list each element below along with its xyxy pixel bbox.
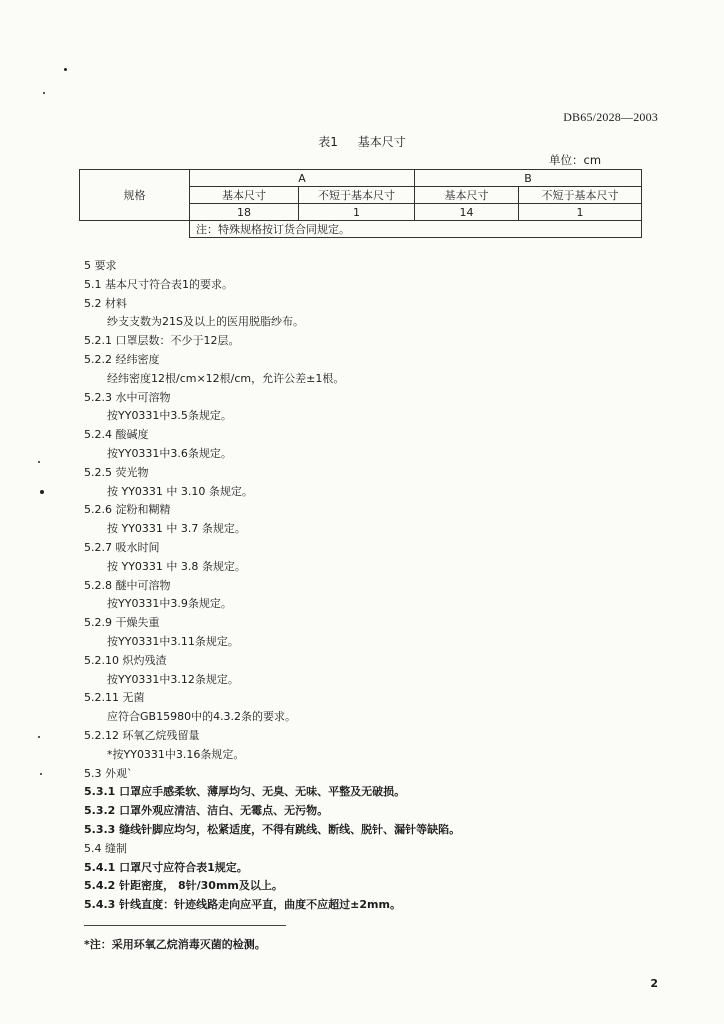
requirement-line: 按YY0331中3.5条规定。 xyxy=(107,409,232,423)
table-row-header: 规格 xyxy=(80,170,190,221)
table-cell: 1 xyxy=(299,204,415,221)
table-col-header: 基本尺寸 xyxy=(415,187,519,204)
requirement-line: 5.3 外观` xyxy=(84,766,133,780)
requirement-line: 5.2.8 醚中可溶物 xyxy=(84,578,171,592)
footnote: *注：采用环氧乙烷消毒灭菌的检测。 xyxy=(84,938,266,951)
table-col-header: 不短于基本尺寸 xyxy=(519,187,642,204)
requirement-line: 5.2.10 炽灼残渣 xyxy=(84,653,167,667)
requirement-line: 5.2.7 吸水时间 xyxy=(84,540,160,554)
requirement-line: 按 YY0331 中 3.8 条规定。 xyxy=(107,559,246,573)
requirement-line: 5.4.1 口罩尺寸应符合表1规定。 xyxy=(84,860,248,874)
requirements-section xyxy=(84,257,664,915)
requirement-line: 5.2.1 口罩层数：不少于12层。 xyxy=(84,334,240,348)
requirement-line: 5.2.12 环氧乙烷残留量 xyxy=(84,728,200,742)
requirement-line: 5.4.2 针距密度， 8针/30mm及以上。 xyxy=(84,879,283,893)
table-col-header: 基本尺寸 xyxy=(190,187,299,204)
scan-speck xyxy=(38,736,40,738)
table-title: 表1 基本尺寸 xyxy=(318,135,406,149)
requirement-line: 按YY0331中3.6条规定。 xyxy=(107,446,232,460)
requirement-line: *按YY0331中3.16条规定。 xyxy=(107,747,245,761)
requirement-line: 5 要求 xyxy=(84,259,117,272)
requirement-line: 5.3.3 缝线针脚应均匀，松紧适度，不得有跳线、断线、脱针、漏针等缺陷。 xyxy=(84,822,461,836)
table-cell: 18 xyxy=(190,204,299,221)
requirement-line: 应符合GB15980中的4.3.2条的要求。 xyxy=(107,710,297,724)
scan-speck xyxy=(43,92,45,94)
requirement-line: 按YY0331中3.12条规定。 xyxy=(107,672,239,686)
requirement-line: 5.2.2 经纬密度 xyxy=(84,352,160,366)
table-col-header: 不短于基本尺寸 xyxy=(299,187,415,204)
requirement-line: 5.2.6 淀粉和糊精 xyxy=(84,503,171,517)
requirement-line: 5.4 缝制 xyxy=(84,841,127,855)
requirement-line: 5.3.1 口罩应手感柔软、薄厚均匀、无臭、无味、平整及无破损。 xyxy=(84,785,406,799)
basic-size-table xyxy=(79,169,642,238)
requirement-line: 按YY0331中3.9条规定。 xyxy=(107,597,232,611)
requirement-line: 5.2.3 水中可溶物 xyxy=(84,390,171,404)
requirement-line: 纱支支数为21S及以上的医用脱脂纱布。 xyxy=(107,315,304,329)
table-group-a: A xyxy=(190,170,415,187)
scan-speck xyxy=(38,461,40,463)
requirement-line: 5.1 基本尺寸符合表1的要求。 xyxy=(84,277,233,291)
table-group-b: B xyxy=(415,170,642,187)
table-cell: 1 xyxy=(519,204,642,221)
footnote-divider xyxy=(84,925,286,926)
scan-speck xyxy=(40,490,44,494)
table-cell: 14 xyxy=(415,204,519,221)
requirement-line: 5.2 材料 xyxy=(84,296,127,310)
requirement-line: 按YY0331中3.11条规定。 xyxy=(107,634,239,648)
table-note: 注：特殊规格按订货合同规定。 xyxy=(190,221,642,238)
scan-speck xyxy=(40,773,42,775)
table-unit: 单位：cm xyxy=(549,153,602,167)
scan-speck xyxy=(64,68,67,71)
document-code: DB65/2028—2003 xyxy=(563,110,658,124)
requirement-line: 5.2.5 荧光物 xyxy=(84,465,149,479)
requirement-line: 5.3.2 口罩外观应清洁、洁白、无霉点、无污物。 xyxy=(84,804,329,818)
requirement-line: 经纬密度12根/cm×12根/cm，允许公差±1根。 xyxy=(107,371,345,385)
requirement-line: 5.2.11 无菌 xyxy=(84,691,145,705)
requirement-line: 5.2.4 酸碱度 xyxy=(84,428,149,442)
requirement-line: 按 YY0331 中 3.7 条规定。 xyxy=(107,522,246,536)
page-number: 2 xyxy=(650,977,658,990)
requirement-line: 5.2.9 干燥失重 xyxy=(84,616,160,630)
requirement-line: 5.4.3 针线直度：针迹线路走向应平直，曲度不应超过±2mm。 xyxy=(84,898,401,912)
requirement-line: 按 YY0331 中 3.10 条规定。 xyxy=(107,484,253,498)
